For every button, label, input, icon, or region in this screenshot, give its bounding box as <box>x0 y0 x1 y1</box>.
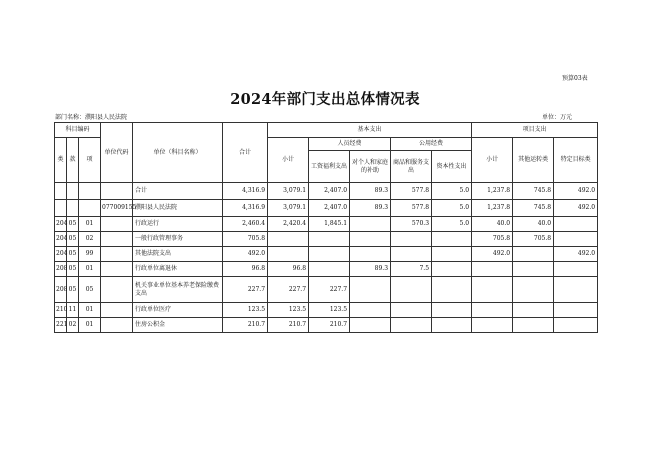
table-body <box>55 183 598 333</box>
row-unit-name: 其他法院支出 <box>133 247 223 262</box>
row-individual-household: 89.3 <box>350 262 391 277</box>
row-capital: 5.0 <box>432 200 472 217</box>
table-row <box>55 217 598 232</box>
row-other-operation: 40.0 <box>513 217 554 232</box>
row-class-code <box>55 183 67 200</box>
row-class-code: 221 <box>55 318 67 333</box>
department-name: 部门名称：濮阳县人民法院 <box>55 114 128 121</box>
row-wages-welfare <box>309 232 350 247</box>
row-total: 705.8 <box>223 232 268 247</box>
header-goods-services: 商品和服务支出 <box>391 151 432 183</box>
row-unit-code <box>101 183 133 200</box>
header-class: 类 <box>55 138 67 183</box>
header-basic-subtotal: 小计 <box>268 138 309 183</box>
row-individual-household <box>350 232 391 247</box>
row-capital <box>432 303 472 318</box>
row-unit-name: 濮阳县人民法院 <box>133 200 223 217</box>
row-class-code: 204 <box>55 232 67 247</box>
row-unit-name: 机关事业单位基本养老保险缴费支出 <box>133 277 223 303</box>
row-other-operation: 745.8 <box>513 183 554 200</box>
row-individual-household <box>350 217 391 232</box>
row-individual-household <box>350 247 391 262</box>
row-class-code: 210 <box>55 303 67 318</box>
row-class-code: 204 <box>55 247 67 262</box>
row-project-subtotal <box>472 303 513 318</box>
row-total: 4,316.9 <box>223 200 268 217</box>
row-total: 492.0 <box>223 247 268 262</box>
header-section: 款 <box>67 138 79 183</box>
row-basic-subtotal: 3,079.1 <box>268 183 309 200</box>
row-specific-target: 492.0 <box>554 247 598 262</box>
row-total: 227.7 <box>223 277 268 303</box>
row-unit-code <box>101 318 133 333</box>
row-goods-services <box>391 303 432 318</box>
row-item-code <box>79 183 101 200</box>
row-unit-name: 一般行政管理事务 <box>133 232 223 247</box>
header-basic-expenditure: 基本支出 <box>268 123 472 138</box>
row-unit-name: 行政单位医疗 <box>133 303 223 318</box>
row-section-code: 05 <box>67 277 79 303</box>
row-other-operation <box>513 303 554 318</box>
row-other-operation: 705.8 <box>513 232 554 247</box>
row-section-code: 05 <box>67 217 79 232</box>
row-project-subtotal <box>472 262 513 277</box>
header-unit-name: 单位（科目名称） <box>133 123 223 183</box>
row-wages-welfare: 2,407.0 <box>309 200 350 217</box>
row-wages-welfare: 210.7 <box>309 318 350 333</box>
header-unit-code: 单位代码 <box>101 123 133 183</box>
header-specific-target: 特定目标类 <box>554 138 598 183</box>
row-unit-code <box>101 277 133 303</box>
row-goods-services: 577.8 <box>391 183 432 200</box>
row-goods-services <box>391 247 432 262</box>
row-total: 96.8 <box>223 262 268 277</box>
row-basic-subtotal: 123.5 <box>268 303 309 318</box>
row-class-code <box>55 200 67 217</box>
table-row <box>55 262 598 277</box>
header-capital: 资本性支出 <box>432 151 472 183</box>
row-wages-welfare: 2,407.0 <box>309 183 350 200</box>
row-unit-code <box>101 247 133 262</box>
row-capital: 5.0 <box>432 217 472 232</box>
row-unit-name: 合计 <box>133 183 223 200</box>
page-code: 预算03表 <box>562 75 588 82</box>
row-total: 2,460.4 <box>223 217 268 232</box>
row-specific-target <box>554 277 598 303</box>
row-section-code <box>67 183 79 200</box>
header-subject-code: 科目编码 <box>55 123 101 138</box>
row-unit-name: 行政运行 <box>133 217 223 232</box>
row-individual-household: 89.3 <box>350 200 391 217</box>
row-capital <box>432 247 472 262</box>
row-unit-name: 行政单位离退休 <box>133 262 223 277</box>
row-total: 123.5 <box>223 303 268 318</box>
row-section-code: 05 <box>67 232 79 247</box>
row-basic-subtotal: 227.7 <box>268 277 309 303</box>
row-unit-code <box>101 262 133 277</box>
row-total: 4,316.9 <box>223 183 268 200</box>
row-wages-welfare <box>309 247 350 262</box>
row-basic-subtotal <box>268 232 309 247</box>
row-project-subtotal: 1,237.8 <box>472 200 513 217</box>
row-section-code: 05 <box>67 262 79 277</box>
row-specific-target <box>554 318 598 333</box>
row-item-code: 05 <box>79 277 101 303</box>
row-item-code: 01 <box>79 262 101 277</box>
row-section-code: 11 <box>67 303 79 318</box>
row-specific-target: 492.0 <box>554 183 598 200</box>
row-wages-welfare: 1,845.1 <box>309 217 350 232</box>
row-other-operation <box>513 262 554 277</box>
unit-label: 单位：万元 <box>542 114 573 121</box>
row-item-code: 01 <box>79 217 101 232</box>
row-wages-welfare: 227.7 <box>309 277 350 303</box>
row-wages-welfare: 123.5 <box>309 303 350 318</box>
row-class-code: 208 <box>55 262 67 277</box>
row-item-code: 01 <box>79 303 101 318</box>
row-specific-target <box>554 303 598 318</box>
row-section-code: 05 <box>67 247 79 262</box>
row-goods-services: 7.5 <box>391 262 432 277</box>
row-goods-services <box>391 232 432 247</box>
row-unit-code <box>101 217 133 232</box>
table-row <box>55 277 598 303</box>
row-basic-subtotal: 96.8 <box>268 262 309 277</box>
row-project-subtotal <box>472 277 513 303</box>
row-unit-code <box>101 303 133 318</box>
header-project-expenditure: 项目支出 <box>472 123 598 138</box>
row-project-subtotal: 1,237.8 <box>472 183 513 200</box>
row-item-code <box>79 200 101 217</box>
table-row <box>55 318 598 333</box>
table-header <box>55 123 598 183</box>
header-individual-household: 对个人和家庭的补助 <box>350 151 391 183</box>
row-individual-household <box>350 303 391 318</box>
row-individual-household: 89.3 <box>350 183 391 200</box>
row-capital <box>432 318 472 333</box>
row-capital <box>432 262 472 277</box>
table-row <box>55 232 598 247</box>
table-row <box>55 200 598 217</box>
row-basic-subtotal: 210.7 <box>268 318 309 333</box>
row-individual-household <box>350 277 391 303</box>
row-basic-subtotal <box>268 247 309 262</box>
header-item: 项 <box>79 138 101 183</box>
row-project-subtotal <box>472 318 513 333</box>
row-specific-target <box>554 262 598 277</box>
expenditure-table <box>54 122 598 333</box>
row-unit-code <box>101 232 133 247</box>
row-other-operation <box>513 277 554 303</box>
header-other-operation: 其他运转类 <box>513 138 554 183</box>
row-unit-name: 住房公积金 <box>133 318 223 333</box>
row-project-subtotal: 492.0 <box>472 247 513 262</box>
row-project-subtotal: 705.8 <box>472 232 513 247</box>
row-capital <box>432 232 472 247</box>
header-public-funds: 公用经费 <box>391 138 472 151</box>
table-row <box>55 303 598 318</box>
header-personnel-funds: 人员经费 <box>309 138 391 151</box>
row-specific-target <box>554 217 598 232</box>
row-unit-code: 077009155 <box>101 200 133 217</box>
row-class-code: 204 <box>55 217 67 232</box>
row-section-code <box>67 200 79 217</box>
row-capital: 5.0 <box>432 183 472 200</box>
row-basic-subtotal: 2,420.4 <box>268 217 309 232</box>
table-row <box>55 247 598 262</box>
header-total: 合计 <box>223 123 268 183</box>
row-capital <box>432 277 472 303</box>
row-item-code: 99 <box>79 247 101 262</box>
header-wages-welfare: 工资福利支出 <box>309 151 350 183</box>
row-class-code: 208 <box>55 277 67 303</box>
row-item-code: 01 <box>79 318 101 333</box>
header-project-subtotal: 小计 <box>472 138 513 183</box>
row-wages-welfare <box>309 262 350 277</box>
row-other-operation: 745.8 <box>513 200 554 217</box>
row-basic-subtotal: 3,079.1 <box>268 200 309 217</box>
row-goods-services <box>391 277 432 303</box>
row-goods-services: 577.8 <box>391 200 432 217</box>
row-item-code: 02 <box>79 232 101 247</box>
row-specific-target <box>554 232 598 247</box>
row-goods-services <box>391 318 432 333</box>
row-section-code: 02 <box>67 318 79 333</box>
row-total: 210.7 <box>223 318 268 333</box>
page-title: 2024年部门支出总体情况表 <box>230 91 420 108</box>
row-other-operation <box>513 247 554 262</box>
row-specific-target: 492.0 <box>554 200 598 217</box>
row-project-subtotal: 40.0 <box>472 217 513 232</box>
table-row <box>55 183 598 200</box>
row-other-operation <box>513 318 554 333</box>
row-individual-household <box>350 318 391 333</box>
row-goods-services: 570.3 <box>391 217 432 232</box>
